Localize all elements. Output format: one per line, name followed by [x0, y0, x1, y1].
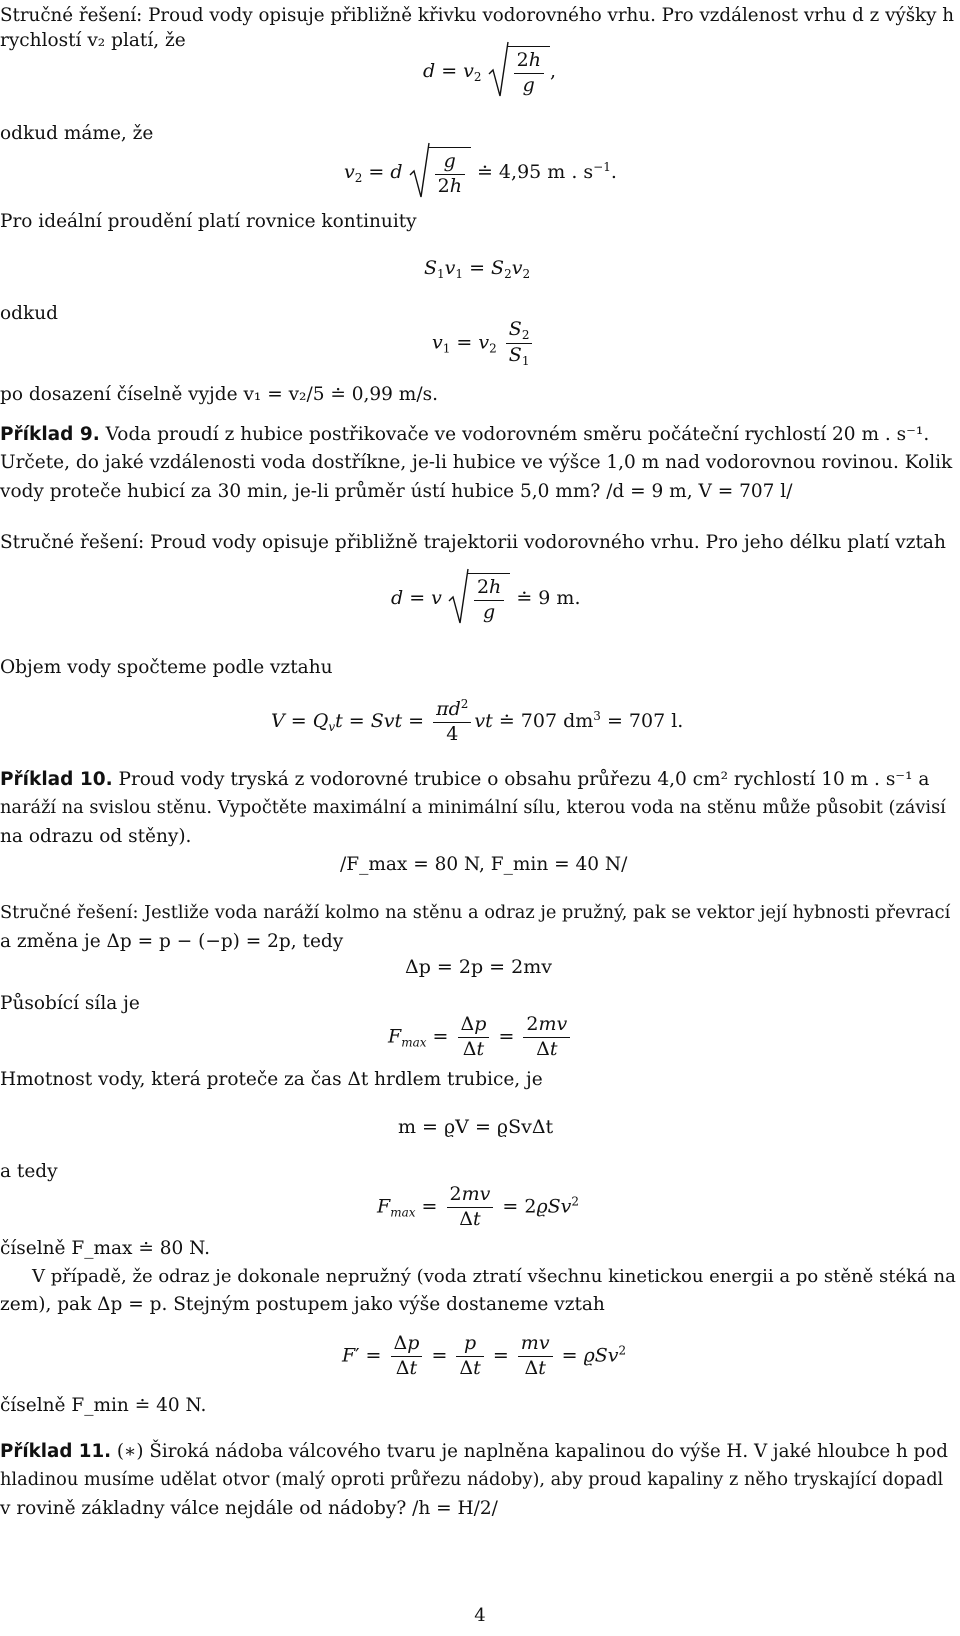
example-9-line-2: Určete, do jaké vzdálenosti voda dostříkne, je-li hubice ve výšce 1,0 m nad vodorovnou rovinou. Kolik: [0, 452, 953, 473]
example-9-solution-1: Stručné řešení: Proud vody opisuje přibližně trajektorii vodorovného vrhu. Pro jeho délku platí vztah: [0, 532, 946, 553]
equation-d-v: d = v $\frac{2h}{g}$ ≐ 9 m.: [391, 573, 580, 625]
example-10-text-1: Proud vody tryská z vodorovné trubice o obsahu průřezu 4,0 cm² rychlostí 10 m . s⁻¹ a: [118, 769, 930, 790]
example-10-solution-5: a tedy: [0, 1161, 58, 1182]
sqrt: $\frac{2h}{g}$: [448, 573, 510, 625]
sqrt: $\frac{g}{2h}$: [409, 147, 471, 199]
equation-d-v2: $d = v_2$ $\frac{2h}{g}$ ,: [423, 46, 556, 98]
example-9-solution-2: Objem vody spočteme podle vztahu: [0, 657, 333, 678]
example-10-line-2: naráží na svislou stěnu. Vypočtěte maximální a minimální sílu, kterou voda na stěnu může působit (závisí: [0, 798, 946, 818]
example-9-line-3: vody proteče hubicí za 30 min, je-li průměr ústí hubice 5,0 mm? /d = 9 m, V = 707 l/: [0, 481, 793, 502]
para-a-line-3: odkud máme, že: [0, 123, 154, 144]
page-number: 4: [474, 1605, 486, 1626]
para-a-line-5: odkud: [0, 303, 58, 324]
example-10-line-3: na odrazu od stěny).: [0, 826, 192, 847]
example-11-line-3: v rovině základny válce nejdále od nádoby? /h = H/2/: [0, 1498, 498, 1519]
equation-continuity: $S_1v_1 = S_2v_2$: [424, 257, 531, 281]
equation-fmax-2: $F_{max}$ = $\frac{2mv}{\Delta t}$ = 2ϱSv$^2$: [377, 1183, 580, 1230]
example-10-line-1: [0, 768, 929, 793]
example-10-label: Příklad 10.: [0, 769, 113, 790]
example-10-solution-4: Hmotnost vody, která proteče za čas Δt hrdlem trubice, je: [0, 1069, 543, 1090]
example-10-solution-9: číselně F_min ≐ 40 N.: [0, 1395, 207, 1416]
equation-mass: m = ϱV = ϱSvΔt: [398, 1116, 554, 1138]
example-9-text-1: Voda proudí z hubice postřikovače ve vodorovném směru počáteční rychlostí 20 m . s⁻¹.: [105, 424, 930, 445]
equation-delta-p: Δp = 2p = 2mv: [405, 956, 552, 978]
equation-v1: $v_1 = v_2$ $\frac{S_2}{S_1}$: [432, 318, 535, 369]
example-10-solution-3: Působící síla je: [0, 993, 140, 1014]
example-9-label: Příklad 9.: [0, 424, 100, 445]
sqrt: $\frac{2h}{g}$: [488, 46, 550, 98]
example-11-label: Příklad 11.: [0, 1441, 112, 1462]
example-11-text-1: (∗) Široká nádoba válcového tvaru je naplněna kapalinou do výše H. V jaké hloubce h pod: [116, 1441, 948, 1462]
equation-volume: $V = Q_vt$ = Svt = $\frac{\pi d^2}{4}$ vt ≐ 707 $dm^3 = 707$ l.: [271, 697, 684, 745]
para-a-line-4: Pro ideální proudění platí rovnice kontinuity: [0, 211, 417, 232]
example-10-solution-7: V případě, že odraz je dokonale nepružný (voda ztratí všechnu kinetickou energii a po stěně stéká na: [32, 1266, 956, 1287]
equation-fmax-1: $F_{max}$ = $\frac{\Delta p}{\Delta t}$ = $\frac{2mv}{\Delta t}$: [388, 1013, 573, 1062]
example-10-solution-2: a změna je Δp = p − (−p) = 2p, tedy: [0, 931, 344, 952]
example-10-solution-8: zem), pak Δp = p. Stejným postupem jako výše dostaneme vztah: [0, 1294, 605, 1315]
example-11-line-2: hladinou musíme udělat otvor (malý oproti průřezu nádoby), aby proud kapaliny z něho tryskající dopadl: [0, 1470, 944, 1490]
example-11-line-1: [0, 1440, 948, 1465]
example-9-line-1: [0, 423, 929, 448]
para-a-line-1: Stručné řešení: Proud vody opisuje přibližně křivku vodorovného vrhu. Pro vzdálenost vrhu d z výšky h: [0, 5, 954, 26]
para-a-line-6: po dosazení číselně vyjde v₁ = v₂/5 ≐ 0,99 m/s.: [0, 384, 438, 405]
para-a-line-2: rychlostí v₂ platí, že: [0, 30, 186, 51]
example-10-solution-1: Stručné řešení: Jestliže voda naráží kolmo na stěnu a odraz je pružný, pak se vektor její hybnosti převrací: [0, 903, 951, 923]
example-10-answer: /F_max = 80 N, F_min = 40 N/: [340, 854, 628, 875]
example-10-solution-6: číselně F_max ≐ 80 N.: [0, 1238, 211, 1259]
equation-f-prime: F′ = $\frac{\Delta p}{\Delta t}$ = $\frac{p}{\Delta t}$ = $\frac{mv}{\Delta t}$ = ϱSv$^2$: [342, 1332, 627, 1379]
equation-v2-d: $v_2 = d$ $\frac{g}{2h}$ ≐ 4,95 m . $s^{-1}$.: [344, 147, 617, 199]
